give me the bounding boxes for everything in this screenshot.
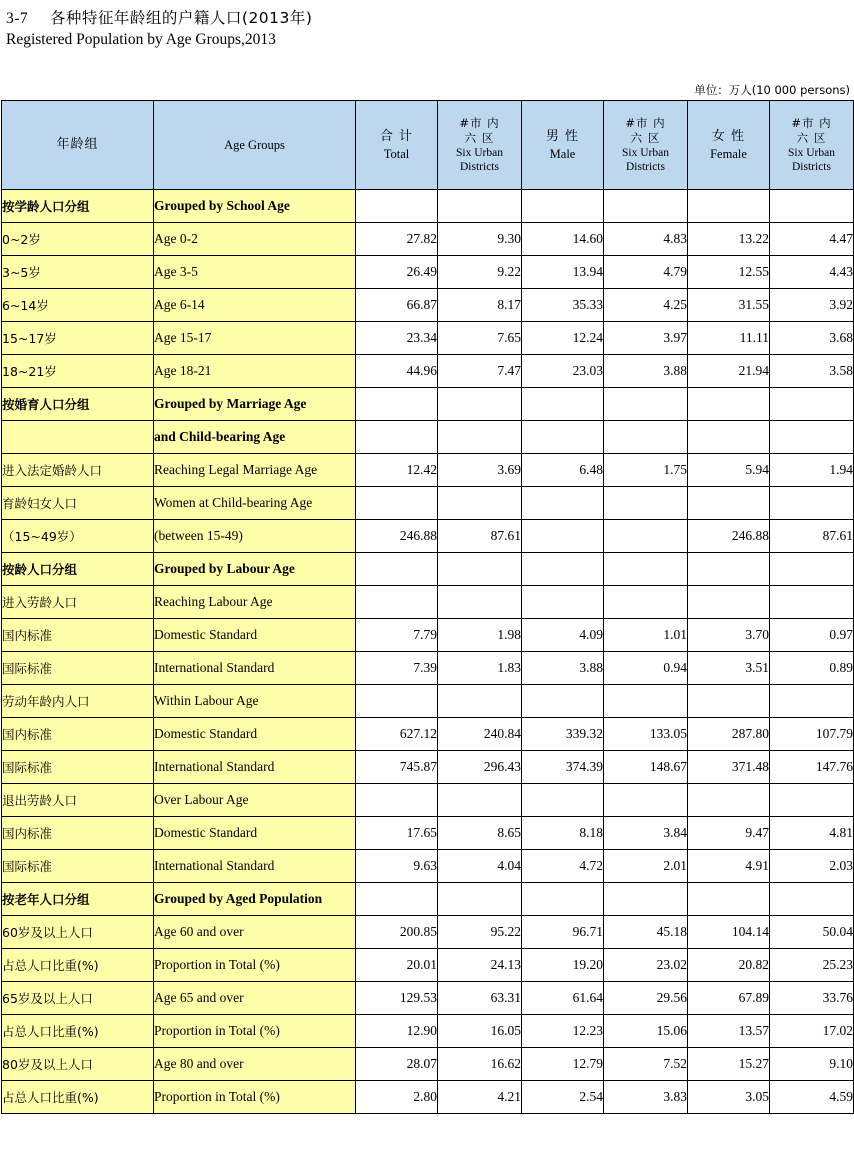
table-row [2,685,854,718]
row-label-cn: 育龄妇女人口 [2,487,154,520]
row-value [522,388,604,421]
row-value [770,685,854,718]
row-label-cn [2,421,154,454]
table-row [2,190,854,223]
table-row [2,652,854,685]
row-value: 4.47 [770,223,854,256]
row-label-en: Domestic Standard [154,619,356,652]
row-value: 25.23 [770,949,854,982]
row-label-en: Age 18-21 [154,355,356,388]
table-number: 3-7 [6,10,29,27]
row-value: 129.53 [356,982,438,1015]
row-value: 287.80 [688,718,770,751]
row-value: 7.47 [438,355,522,388]
row-value [688,586,770,619]
row-value: 3.88 [522,652,604,685]
table-row [2,1015,854,1048]
row-value [770,883,854,916]
row-label-cn: 6~14岁 [2,289,154,322]
row-value [604,784,688,817]
table-row [2,982,854,1015]
row-value: 2.80 [356,1081,438,1114]
row-value: 14.60 [522,223,604,256]
row-value: 8.18 [522,817,604,850]
row-value [522,586,604,619]
row-value [522,520,604,553]
row-value: 23.34 [356,322,438,355]
row-value: 23.02 [604,949,688,982]
row-label-cn: 国内标准 [2,817,154,850]
row-value: 4.91 [688,850,770,883]
row-value: 20.01 [356,949,438,982]
row-label-en: Domestic Standard [154,817,356,850]
header-age-group-en [154,101,356,190]
header-male-six-urban [604,101,688,190]
header-female [688,101,770,190]
row-value: 12.90 [356,1015,438,1048]
header-total [356,101,438,190]
table-row [2,619,854,652]
row-value: 339.32 [522,718,604,751]
table-title-english: Registered Population by Age Groups,2013 [6,31,276,48]
header-six-urban-cn-line2: 六 区 [464,130,495,145]
table-row [2,949,854,982]
row-value [604,586,688,619]
row-value [522,685,604,718]
row-value: 3.70 [688,619,770,652]
table-row [2,586,854,619]
header-age-group-cn [2,101,154,190]
row-value: 19.20 [522,949,604,982]
table-row [2,553,854,586]
row-value: 200.85 [356,916,438,949]
header-total-cn: 合 计 [379,129,414,145]
row-label-cn: 进入劳龄人口 [2,586,154,619]
table-row [2,289,854,322]
row-value: 35.33 [522,289,604,322]
row-value: 371.48 [688,751,770,784]
row-value: 3.88 [604,355,688,388]
row-value: 148.67 [604,751,688,784]
table-row [2,751,854,784]
row-value [688,190,770,223]
header-six-urban-en-line2: Districts [626,160,665,173]
row-value: 3.84 [604,817,688,850]
row-value [688,421,770,454]
row-value [356,883,438,916]
row-value [438,421,522,454]
row-value: 87.61 [438,520,522,553]
row-label-cn: 65岁及以上人口 [2,982,154,1015]
row-value: 96.71 [522,916,604,949]
row-value: 21.94 [688,355,770,388]
row-label-cn: 国际标准 [2,652,154,685]
header-row [2,101,854,190]
row-value: 4.79 [604,256,688,289]
row-value: 246.88 [356,520,438,553]
row-label-en: Over Labour Age [154,784,356,817]
row-value: 67.89 [688,982,770,1015]
row-label-en: Age 65 and over [154,982,356,1015]
row-value: 12.79 [522,1048,604,1081]
row-value [770,388,854,421]
row-value: 11.11 [688,322,770,355]
row-value: 4.09 [522,619,604,652]
row-value: 4.04 [438,850,522,883]
row-value [356,388,438,421]
header-six-urban-cn-line2: 六 区 [796,130,827,145]
row-value: 296.43 [438,751,522,784]
row-value: 7.65 [438,322,522,355]
row-value: 3.92 [770,289,854,322]
row-value [604,520,688,553]
row-label-cn: 占总人口比重(%) [2,949,154,982]
row-label-en: Age 15-17 [154,322,356,355]
row-value [770,421,854,454]
row-label-cn: 0~2岁 [2,223,154,256]
table-title-chinese [6,6,312,28]
row-value: 17.02 [770,1015,854,1048]
row-label-cn: 国内标准 [2,718,154,751]
row-value [356,190,438,223]
row-value: 9.22 [438,256,522,289]
row-value: 16.62 [438,1048,522,1081]
row-value: 2.01 [604,850,688,883]
table-row [2,322,854,355]
row-label-en: Grouped by Labour Age [154,553,356,586]
row-value [604,553,688,586]
row-label-cn: 进入法定婚龄人口 [2,454,154,487]
row-value [604,487,688,520]
header-female-cn: 女 性 [711,129,746,145]
header-six-urban-en-line1: Six Urban [788,146,835,159]
header-six-urban-en-line2: Districts [460,160,499,173]
row-value: 3.69 [438,454,522,487]
row-label-cn: 60岁及以上人口 [2,916,154,949]
row-value: 23.03 [522,355,604,388]
row-label-en: Grouped by School Age [154,190,356,223]
header-six-urban-cn-line1: #市 内 [625,115,666,130]
row-value: 374.39 [522,751,604,784]
row-value: 7.79 [356,619,438,652]
row-label-cn: 国际标准 [2,850,154,883]
row-value: 26.49 [356,256,438,289]
row-value: 15.27 [688,1048,770,1081]
row-value: 45.18 [604,916,688,949]
table-row [2,1081,854,1114]
row-value [438,388,522,421]
row-value: 240.84 [438,718,522,751]
row-value [356,685,438,718]
row-value: 9.30 [438,223,522,256]
row-label-en: Age 6-14 [154,289,356,322]
row-label-cn: 按老年人口分组 [2,883,154,916]
row-label-en: Age 0-2 [154,223,356,256]
table-row [2,784,854,817]
row-value: 24.13 [438,949,522,982]
row-value: 20.82 [688,949,770,982]
row-value: 27.82 [356,223,438,256]
row-value: 29.56 [604,982,688,1015]
row-value [604,685,688,718]
row-value: 12.24 [522,322,604,355]
row-value [356,487,438,520]
row-label-cn: 占总人口比重(%) [2,1081,154,1114]
unit-note: 单位：万人(10 000 persons) [694,83,850,97]
row-value: 12.42 [356,454,438,487]
row-value: 66.87 [356,289,438,322]
row-value [604,421,688,454]
row-value: 0.94 [604,652,688,685]
row-label-cn: 按婚育人口分组 [2,388,154,421]
row-label-en: International Standard [154,850,356,883]
header-six-urban-en-line1: Six Urban [456,146,503,159]
row-value [522,421,604,454]
header-six-urban-cn-line1: #市 内 [459,115,500,130]
row-value: 7.52 [604,1048,688,1081]
row-value: 13.57 [688,1015,770,1048]
row-value [770,784,854,817]
table-row [2,520,854,553]
row-value [356,421,438,454]
row-label-cn: 劳动年龄内人口 [2,685,154,718]
row-value [604,388,688,421]
row-label-cn: 国际标准 [2,751,154,784]
row-value: 9.63 [356,850,438,883]
header-total-en: Total [383,146,410,161]
row-label-en: Proportion in Total (%) [154,1081,356,1114]
row-label-cn: 退出劳龄人口 [2,784,154,817]
table-row [2,454,854,487]
row-value [688,388,770,421]
row-value [688,883,770,916]
row-value: 3.83 [604,1081,688,1114]
row-value: 1.83 [438,652,522,685]
row-value [356,784,438,817]
row-value: 2.03 [770,850,854,883]
population-table [1,100,854,1114]
header-age-group-en-label: Age Groups [224,137,285,152]
table-row [2,388,854,421]
row-value [770,487,854,520]
row-value: 50.04 [770,916,854,949]
row-value [522,553,604,586]
row-value: 3.51 [688,652,770,685]
row-value: 17.65 [356,817,438,850]
row-value [770,586,854,619]
table-row [2,916,854,949]
row-value: 107.79 [770,718,854,751]
header-age-group-cn-label: 年龄组 [56,137,99,153]
row-value: 104.14 [688,916,770,949]
row-label-en: (between 15-49) [154,520,356,553]
header-six-urban-en-line2: Districts [792,160,831,173]
row-label-en: Reaching Legal Marriage Age [154,454,356,487]
row-label-en: International Standard [154,751,356,784]
header-six-urban-en-line1: Six Urban [622,146,669,159]
row-value [438,883,522,916]
row-value: 87.61 [770,520,854,553]
header-male-cn: 男 性 [545,129,580,145]
row-value: 4.81 [770,817,854,850]
row-value: 3.97 [604,322,688,355]
row-value: 7.39 [356,652,438,685]
row-value: 13.22 [688,223,770,256]
table-row [2,817,854,850]
row-label-en: Grouped by Marriage Age [154,388,356,421]
row-value: 1.94 [770,454,854,487]
row-value [522,784,604,817]
row-label-en: Women at Child-bearing Age [154,487,356,520]
table-title-cn-text: 各种特征年龄组的户籍人口(2013年) [49,9,313,27]
row-value: 4.43 [770,256,854,289]
row-label-cn: 15~17岁 [2,322,154,355]
row-label-en: and Child-bearing Age [154,421,356,454]
table-header [2,101,854,190]
row-label-cn: 18~21岁 [2,355,154,388]
header-female-six-urban [770,101,854,190]
row-value: 1.75 [604,454,688,487]
row-value: 15.06 [604,1015,688,1048]
row-value: 147.76 [770,751,854,784]
row-value [688,487,770,520]
row-label-cn: 按龄人口分组 [2,553,154,586]
row-value: 9.47 [688,817,770,850]
header-male-en: Male [549,146,576,161]
row-value: 5.94 [688,454,770,487]
table-row [2,718,854,751]
header-six-urban-cn-line2: 六 区 [630,130,661,145]
row-value: 0.97 [770,619,854,652]
row-value [438,685,522,718]
row-value: 95.22 [438,916,522,949]
row-label-en: Grouped by Aged Population [154,883,356,916]
row-label-en: Within Labour Age [154,685,356,718]
table-row [2,850,854,883]
row-value [770,190,854,223]
row-value [438,784,522,817]
row-label-cn: 80岁及以上人口 [2,1048,154,1081]
header-female-en: Female [710,146,747,161]
row-value [770,553,854,586]
row-value: 9.10 [770,1048,854,1081]
row-value [688,553,770,586]
row-label-cn: 国内标准 [2,619,154,652]
row-value: 33.76 [770,982,854,1015]
row-value [688,784,770,817]
row-label-en: Reaching Labour Age [154,586,356,619]
row-value [604,883,688,916]
row-value: 28.07 [356,1048,438,1081]
row-value: 6.48 [522,454,604,487]
row-value: 8.17 [438,289,522,322]
row-value [438,487,522,520]
row-label-cn: （15~49岁） [2,520,154,553]
row-label-en: Age 80 and over [154,1048,356,1081]
row-value [356,553,438,586]
row-value: 3.68 [770,322,854,355]
row-value [522,190,604,223]
row-value: 4.59 [770,1081,854,1114]
row-value [438,586,522,619]
row-value: 31.55 [688,289,770,322]
table-body [2,190,854,1114]
row-value: 8.65 [438,817,522,850]
row-value: 627.12 [356,718,438,751]
header-six-urban-cn-line1: #市 内 [791,115,832,130]
row-label-en: Age 60 and over [154,916,356,949]
row-value: 3.58 [770,355,854,388]
table-row [2,883,854,916]
row-label-en: Domestic Standard [154,718,356,751]
table-row [2,1048,854,1081]
row-label-cn: 占总人口比重(%) [2,1015,154,1048]
row-value [688,685,770,718]
header-total-six-urban [438,101,522,190]
row-value: 4.21 [438,1081,522,1114]
row-value [438,553,522,586]
row-value [356,586,438,619]
row-label-en: Proportion in Total (%) [154,1015,356,1048]
table-row [2,421,854,454]
row-value: 745.87 [356,751,438,784]
row-value: 1.98 [438,619,522,652]
row-value: 44.96 [356,355,438,388]
row-value: 133.05 [604,718,688,751]
row-value: 4.72 [522,850,604,883]
row-label-en: International Standard [154,652,356,685]
row-value [438,190,522,223]
row-value: 4.25 [604,289,688,322]
row-value: 12.55 [688,256,770,289]
row-label-en: Age 3-5 [154,256,356,289]
row-value [522,487,604,520]
row-value: 3.05 [688,1081,770,1114]
row-value: 2.54 [522,1081,604,1114]
row-value: 4.83 [604,223,688,256]
row-value: 16.05 [438,1015,522,1048]
row-value: 246.88 [688,520,770,553]
row-label-en: Proportion in Total (%) [154,949,356,982]
row-value: 12.23 [522,1015,604,1048]
row-value: 13.94 [522,256,604,289]
header-male [522,101,604,190]
row-value: 61.64 [522,982,604,1015]
table-row [2,256,854,289]
row-value [604,190,688,223]
row-value: 0.89 [770,652,854,685]
row-value [522,883,604,916]
table-row [2,487,854,520]
row-value: 1.01 [604,619,688,652]
row-label-cn: 按学龄人口分组 [2,190,154,223]
table-row [2,355,854,388]
row-value: 63.31 [438,982,522,1015]
row-label-cn: 3~5岁 [2,256,154,289]
table-row [2,223,854,256]
